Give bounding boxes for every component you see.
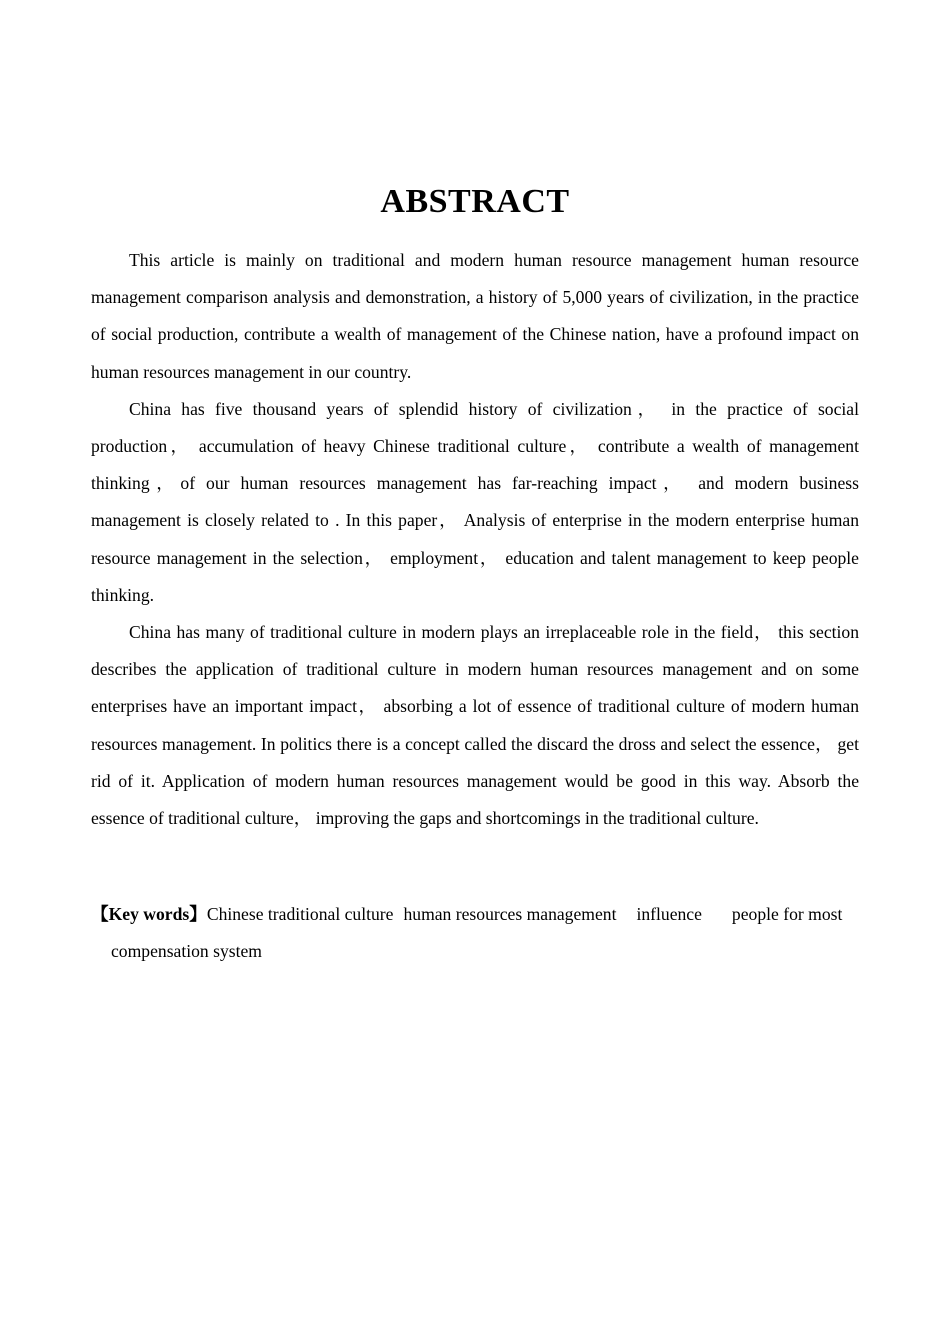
keywords-label: 【Key words】 [91, 904, 207, 924]
abstract-paragraph-1: This article is mainly on traditional and modern human resource management human resource management comparison analysis and demonstration, a history of 5,000 years of civilization, in the practice of social production, contribute a wealth of management of the Chinese nation, have a profound impact on human resources management in our country. [91, 250, 859, 382]
keyword-item: Chinese traditional culture [206, 904, 394, 924]
abstract-paragraph-3: China has many of traditional culture in modern plays an irreplaceable role in the field， this section describes the application of traditional culture in modern human resources management and on some enterprises have an important impact， absorbing a lot of essence of traditional culture of modern human resources management. In politics there is a concept called the discard the dross and select the essence， get rid of it. Application of modern human resources management would be good in this way. Absorb the essence of traditional culture， improving the gaps and shortcomings in the traditional culture. [91, 622, 859, 829]
keyword-item: people for most [731, 904, 843, 924]
page-title: ABSTRACT [380, 182, 570, 220]
keyword-item: human resources management [403, 904, 617, 924]
abstract-body [91, 242, 859, 837]
abstract-paragraph-2: China has five thousand years of splendid history of civilization， in the practice of social production， accumulation of heavy Chinese traditional culture， contribute a wealth of management thinking，of our human resources management has far-reaching impact， and modern business management is closely related to . In this paper， Analysis of enterprise in the modern enterprise human resource management in the selection， employment， education and talent management to keep people thinking. [91, 398, 859, 605]
keywords-line [91, 896, 861, 970]
keyword-item: compensation system [111, 941, 262, 962]
keyword-item: influence [636, 904, 702, 924]
